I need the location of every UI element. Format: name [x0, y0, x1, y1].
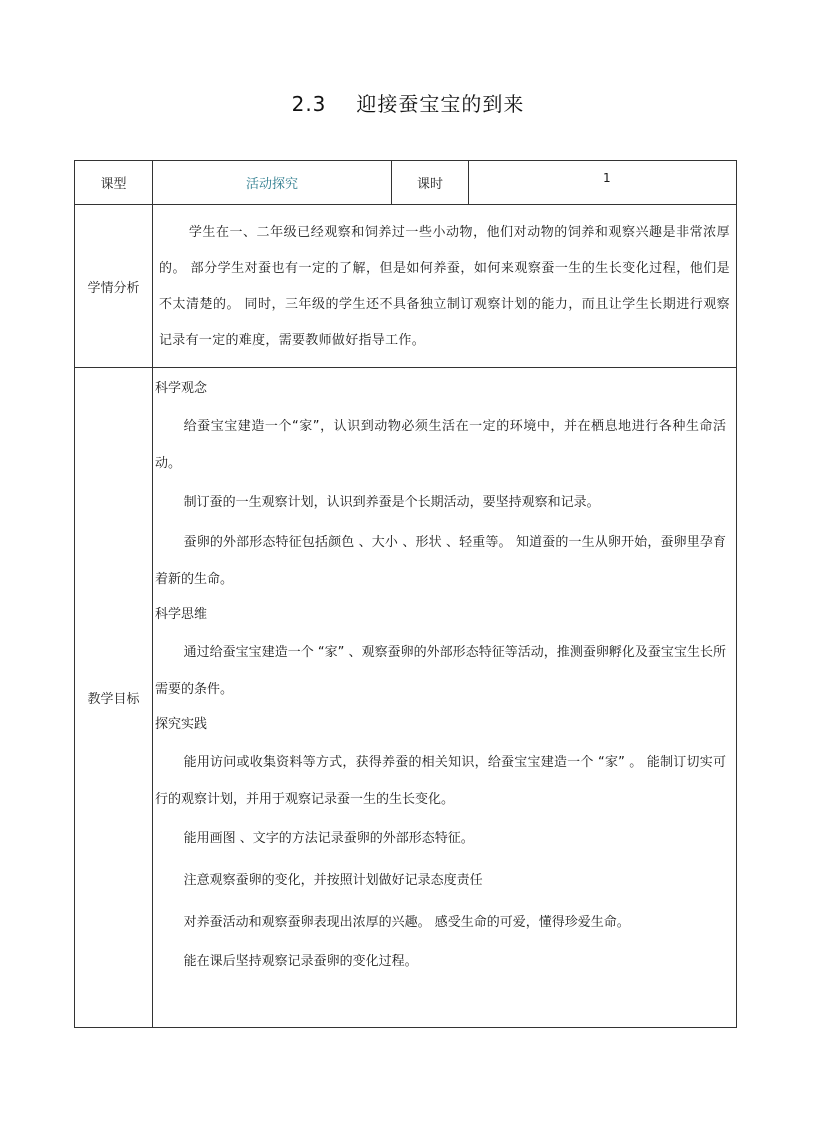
goal-heading-thinking: 科学思维 — [155, 607, 208, 622]
hours-label: 课时 — [392, 161, 469, 205]
goal-paragraph: 对养蚕活动和观察蚕卵表现出浓厚的兴趣。 感受生命的可爱，懂得珍爱生命。 — [183, 915, 630, 930]
goal-heading-practice: 探究实践 — [155, 717, 208, 732]
goal-paragraph: 注意观察蚕卵的变化，并按照计划做好记录态度责任 — [183, 873, 483, 888]
document-title — [0, 88, 816, 117]
goal-paragraph: 能在课后坚持观察记录蚕卵的变化过程。 — [183, 954, 418, 969]
table-row — [75, 161, 737, 205]
goal-paragraph: 蚕卵的外部形态特征包括颜色 、大小 、形状 、轻重等。 知道蚕的一生从卵开始，蚕卵里孕育着新的生命。 — [155, 535, 726, 587]
title-number: 2.3 — [291, 92, 327, 116]
goal-paragraph: 能用访问或收集资料等方式，获得养蚕的相关知识，给蚕宝宝建造一个 “家” 。 能制订切实可行的观察计划，并用于观察记录蚕一生的生长变化。 — [155, 755, 726, 807]
type-value: 活动探究 — [153, 161, 392, 205]
table-row — [75, 205, 737, 368]
goals-content — [153, 368, 737, 1028]
goal-paragraph: 制订蚕的一生观察计划，认识到养蚕是个长期活动，要坚持观察和记录。 — [183, 495, 600, 510]
goal-heading-concept: 科学观念 — [155, 381, 208, 396]
lesson-plan-table — [74, 160, 737, 1028]
goals-label: 教学目标 — [75, 368, 153, 1028]
hours-value: 1 — [469, 161, 737, 205]
title-text: 迎接蚕宝宝的到来 — [356, 92, 525, 116]
goal-paragraph: 能用画图 、文字的方法记录蚕卵的外部形态特征。 — [183, 831, 474, 846]
analysis-label: 学情分析 — [75, 205, 153, 368]
table-row — [75, 368, 737, 1028]
type-label: 课型 — [75, 161, 153, 205]
goal-paragraph: 给蚕宝宝建造一个“家”，认识到动物必须生活在一定的环境中，并在栖息地进行各种生命活动。 — [155, 419, 726, 471]
goal-paragraph: 通过给蚕宝宝建造一个 “家” 、观察蚕卵的外部形态特征等活动，推测蚕卵孵化及蚕宝宝生长所需要的条件。 — [155, 645, 726, 697]
analysis-text: 学生在一、二年级已经观察和饲养过一些小动物，他们对动物的饲养和观察兴趣是非常浓厚的。 部分学生对蚕也有一定的了解，但是如何养蚕，如何来观察蚕一生的生长变化过程，他们是不太清楚的。 同时，三年级的学生还不具备独立制订观察计划的能力，而且让学生长期进行观察记录有一定的难度，需要教师做好指导工作。 — [153, 205, 737, 368]
